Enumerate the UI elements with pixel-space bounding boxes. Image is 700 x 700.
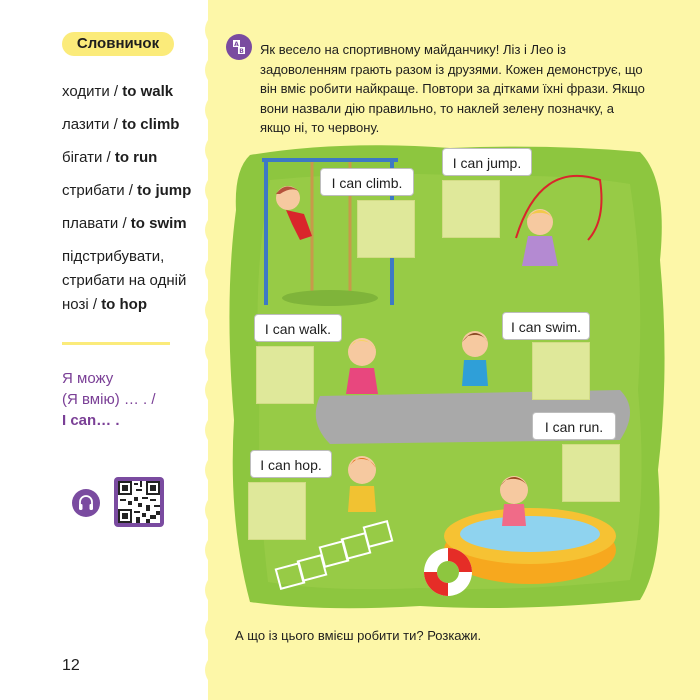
- qr-code-icon[interactable]: [114, 477, 164, 527]
- bubble-jump: I can jump.: [442, 148, 532, 176]
- instruction-text: Як весело на спортивному майданчику! Ліз і Лео із задоволенням грають разом із друзями. Кожен демонструє, що він вміє робити найкраще. Повтори за дітками їхні фрази. Якщо вони назвали дію правильно, то наклей зелену позначку, а якщо ні, то червону.: [260, 42, 645, 135]
- abc-icon: [226, 34, 252, 60]
- bubble-swim: I can swim.: [502, 312, 590, 340]
- vocab-en: to hop: [101, 296, 148, 313]
- sticker-box-run[interactable]: [562, 444, 620, 502]
- sticker-box-jump[interactable]: [442, 180, 500, 238]
- bubble-climb: I can climb.: [320, 168, 414, 196]
- bubble-hop: I can hop.: [250, 450, 332, 478]
- vocab-item: стрибати / to jump: [62, 182, 192, 199]
- vocab-en: to run: [114, 149, 158, 166]
- playground-scene: [220, 140, 670, 615]
- sticker-box-hop[interactable]: [248, 482, 306, 540]
- vocab-ua: підстрибувати, стрибати на одній нозі: [62, 248, 187, 313]
- divider: [62, 342, 170, 345]
- vocab-item: ходити / to walk: [62, 83, 174, 100]
- closing-question: А що із цього вмієш робити ти? Розкажи.: [235, 628, 482, 643]
- i-can-phrase: [62, 368, 202, 431]
- sticker-box-swim[interactable]: [532, 342, 590, 400]
- vocab-item: бігати / to run: [62, 149, 158, 166]
- bubble-walk: I can walk.: [254, 314, 342, 342]
- vocab-en: to swim: [130, 215, 187, 232]
- vocab-ua: лазити: [62, 116, 110, 133]
- svg-text:A: A: [234, 41, 239, 48]
- vocab-item: підстрибувати, стрибати на одній нозі / to hop: [62, 248, 187, 313]
- can-ua-line-1: Я можу: [62, 370, 114, 387]
- bubble-run: I can run.: [532, 412, 616, 440]
- can-en-line: I can… .: [62, 412, 120, 429]
- sticker-box-walk[interactable]: [256, 346, 314, 404]
- headphones-icon[interactable]: [72, 489, 100, 517]
- can-ua-line-2: (Я вмію) … . /: [62, 391, 156, 408]
- vocabulary-title: Словничок: [62, 32, 174, 56]
- vocab-en: to jump: [137, 182, 192, 199]
- vocabulary-list: [62, 80, 212, 326]
- vocab-ua: ходити: [62, 83, 110, 100]
- vocab-en: to walk: [122, 83, 174, 100]
- vocab-ua: бігати: [62, 149, 103, 166]
- vocab-item: плавати / to swim: [62, 215, 187, 232]
- vocabulary-column: [0, 0, 215, 700]
- sticker-box-climb[interactable]: [357, 200, 415, 258]
- svg-text:B: B: [239, 48, 244, 55]
- vocab-item: лазити / to climb: [62, 116, 180, 133]
- vocab-ua: стрибати: [62, 182, 125, 199]
- wavy-border: [200, 0, 220, 700]
- vocab-ua: плавати: [62, 215, 119, 232]
- vocab-en: to climb: [121, 116, 180, 133]
- page-number: 12: [62, 657, 80, 674]
